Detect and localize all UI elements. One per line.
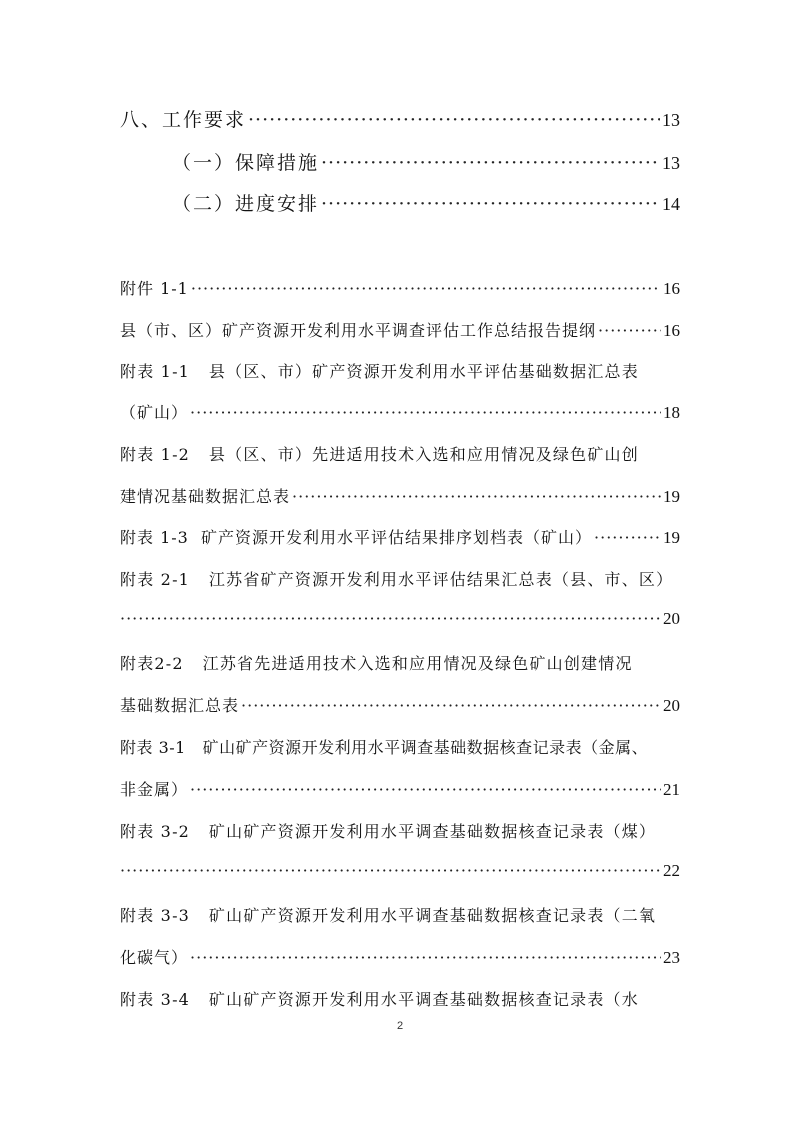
toc-entry-table-1-3[interactable] xyxy=(120,525,680,548)
toc-entry-table-2-2-line2[interactable] xyxy=(120,693,680,716)
toc-entry-title-cont: （矿山） xyxy=(120,403,189,422)
toc-entry-section-8[interactable] xyxy=(120,105,680,132)
toc-entry-title: 县（市、区）矿产资源开发利用水平调查评估工作总结报告提纲 xyxy=(120,321,597,340)
page-number: 2 xyxy=(396,1020,404,1032)
toc-leader-dots xyxy=(248,109,660,131)
toc-entry-section-8-1[interactable] xyxy=(172,148,680,175)
toc-entry-title: （一）保障措施 xyxy=(172,152,320,174)
toc-entry-title: （二）进度安排 xyxy=(172,193,320,215)
toc-entry-page: 13 xyxy=(662,153,680,173)
toc-leader-dots xyxy=(190,403,661,422)
toc-leader-dots xyxy=(594,528,661,547)
toc-entry-label: 附表 3-3 xyxy=(120,906,191,925)
toc-leader-dots xyxy=(241,696,661,715)
toc-entry-title: 矿山矿产资源开发利用水平调查基础数据核查记录表（煤） xyxy=(208,822,657,841)
toc-leader-dots xyxy=(190,780,661,799)
toc-entry-title: 八、工作要求 xyxy=(120,109,247,131)
toc-entry-page: 23 xyxy=(663,948,680,967)
toc-leader-dots xyxy=(120,609,661,628)
toc-entry-label: 附表 1-2 xyxy=(120,445,191,464)
toc-leader-dots xyxy=(120,861,661,880)
toc-entry-appendix-1-1-title[interactable] xyxy=(120,318,680,341)
toc-entry-page: 18 xyxy=(663,403,680,422)
toc-entry-table-3-2-line1[interactable] xyxy=(120,819,656,842)
toc-leader-dots xyxy=(598,321,661,340)
toc-entry-label: 附表 2-1 xyxy=(120,570,191,589)
toc-entry-title-cont: 非金属） xyxy=(120,780,189,799)
toc-entry-label: 附表 3-4 xyxy=(120,990,191,1009)
toc-entry-label: 附表 3-1 xyxy=(120,738,186,757)
toc-entry-label: 附表 3-2 xyxy=(120,822,191,841)
toc-entry-page: 16 xyxy=(663,321,680,340)
toc-entry-table-3-3-line1[interactable] xyxy=(120,903,656,926)
toc-entry-title-cont: 基础数据汇总表 xyxy=(120,696,240,715)
toc-entry-page: 14 xyxy=(662,194,680,214)
toc-leader-dots xyxy=(191,279,661,298)
toc-entry-label: 附表 1-1 xyxy=(120,362,191,381)
toc-entry-table-3-1-line2[interactable] xyxy=(120,777,680,800)
toc-entry-title-cont: 建情况基础数据汇总表 xyxy=(120,487,291,506)
toc-entry-table-1-1-line1[interactable] xyxy=(120,359,639,382)
toc-entry-page: 19 xyxy=(663,487,680,506)
toc-entry-label: 附件 1-1 xyxy=(120,279,189,298)
toc-entry-page: 21 xyxy=(663,780,680,799)
toc-entry-page: 19 xyxy=(663,528,680,547)
toc-entry-title: 县（区、市）先进适用技术入选和应用情况及绿色矿山创 xyxy=(208,445,639,464)
toc-entry-title: 矿山矿产资源开发利用水平调查基础数据核查记录表（水 xyxy=(208,990,639,1009)
toc-leader-dots xyxy=(321,193,660,215)
toc-entry-table-3-1-line1[interactable] xyxy=(120,735,648,758)
toc-entry-title: 江苏省矿产资源开发利用水平评估结果汇总表（县、市、区） xyxy=(208,570,674,589)
toc-leader-dots xyxy=(292,487,661,506)
toc-entry-appendix-1-1[interactable] xyxy=(120,276,680,299)
toc-entry-title: 矿产资源开发利用水平评估结果排序划档表（矿山） xyxy=(201,528,593,547)
toc-entry-table-2-2-line1[interactable] xyxy=(120,651,633,674)
toc-entry-page: 20 xyxy=(663,696,680,715)
toc-entry-page: 22 xyxy=(663,861,680,880)
toc-entry-table-1-1-line2[interactable] xyxy=(120,400,680,423)
toc-entry-label: 附表 1-3 xyxy=(120,528,189,547)
toc-entry-table-2-1-line2[interactable] xyxy=(120,609,680,629)
toc-entry-table-1-2-line2[interactable] xyxy=(120,484,680,507)
toc-entry-title-cont: 化碳气） xyxy=(120,948,189,967)
toc-entry-table-3-4-line1[interactable] xyxy=(120,987,639,1010)
toc-leader-dots xyxy=(321,152,660,174)
toc-entry-table-3-3-line2[interactable] xyxy=(120,945,680,968)
toc-entry-title: 矿山矿产资源开发利用水平调查基础数据核查记录表（二氧 xyxy=(208,906,657,925)
toc-entry-title: 矿山矿产资源开发利用水平调查基础数据核查记录表（金属、 xyxy=(202,738,649,757)
toc-entry-title: 县（区、市）矿产资源开发利用水平评估基础数据汇总表 xyxy=(208,362,639,381)
toc-entry-section-8-2[interactable] xyxy=(172,189,680,216)
toc-entry-title: 江苏省先进适用技术入选和应用情况及绿色矿山创建情况 xyxy=(202,654,633,673)
toc-entry-table-3-2-line2[interactable] xyxy=(120,861,680,881)
toc-entry-page: 16 xyxy=(663,279,680,298)
toc-leader-dots xyxy=(190,948,661,967)
toc-entry-table-1-2-line1[interactable] xyxy=(120,442,639,465)
toc-entry-page: 13 xyxy=(662,110,680,130)
toc-entry-page: 20 xyxy=(663,609,680,628)
toc-entry-table-2-1-line1[interactable] xyxy=(120,567,673,590)
toc-entry-label: 附表2-2 xyxy=(120,654,184,673)
